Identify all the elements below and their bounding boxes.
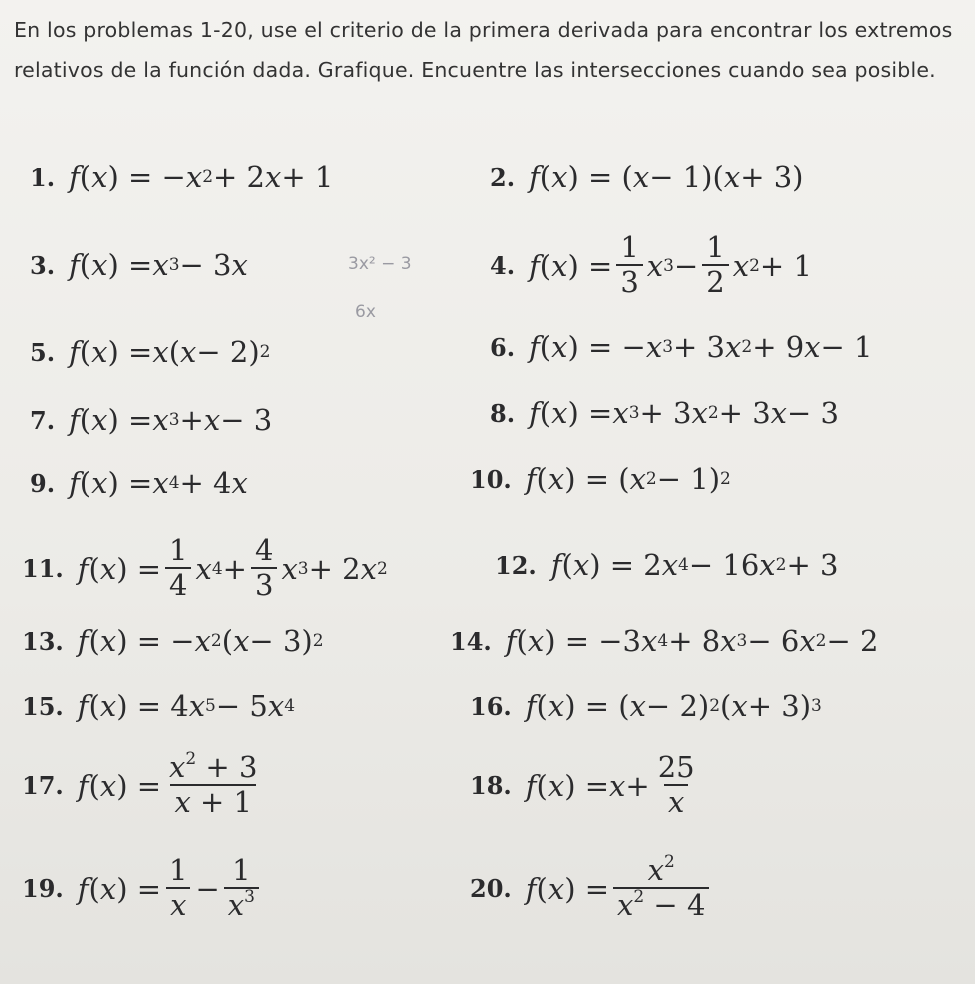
problem-11	[22, 535, 388, 602]
problem-equation: f ( x ) = $\frac{1}{3}$ x 3 − $\frac{1}{2}$ x 2 + 1	[529, 230, 812, 299]
problem-17	[22, 749, 265, 819]
problem-number: 18.	[470, 771, 512, 801]
handwritten-note: 6x	[355, 302, 376, 322]
problem-number: 20.	[470, 874, 512, 904]
problem-number: 13.	[22, 626, 64, 656]
problem-5	[30, 335, 271, 369]
problem-1	[30, 160, 333, 194]
problem-equation: f ( x ) = x 3 + 3 x 2 + 3 x − 3	[529, 396, 839, 430]
problem-equation: f ( x ) = $\frac{x^2}{x^2 - 4}$	[526, 855, 714, 922]
problem-18	[470, 752, 703, 819]
problem-equation: f ( x ) = x ( x − 2) 2	[69, 335, 271, 369]
problem-13	[22, 624, 324, 658]
problem-number: 8.	[490, 398, 516, 428]
problem-16	[470, 689, 822, 723]
problem-equation: f ( x ) = $\frac{x^2 + 3}{x + 1}$	[77, 749, 258, 819]
problem-equation: f ( x ) = − x 2 ( x − 3) 2	[77, 624, 324, 658]
problem-number: 15.	[22, 691, 64, 721]
problem-equation: f ( x ) = 2 x 4 − 16 x 2 + 3	[550, 548, 839, 582]
problem-equation: f ( x ) = 4 x 5 − 5 x 4	[77, 689, 296, 723]
problem-equation: f ( x ) = x 4 + 4 x	[69, 466, 248, 500]
problem-number: 17.	[22, 771, 64, 801]
problem-number: 5.	[30, 337, 56, 367]
problem-number: 1.	[30, 162, 56, 192]
problem-number: 14.	[450, 626, 492, 656]
problem-14	[450, 624, 878, 658]
problem-equation: f ( x ) = − x 3 + 3 x 2 + 9 x − 1	[529, 330, 873, 364]
problem-19	[22, 855, 263, 922]
problem-number: 7.	[30, 405, 56, 435]
problem-number: 12.	[495, 550, 537, 580]
problem-equation: f ( x ) = x + $\frac{25}{x}$	[525, 750, 695, 819]
problem-12	[495, 548, 838, 582]
problem-number: 3.	[30, 250, 56, 280]
problem-4	[490, 232, 812, 299]
problem-number: 4.	[490, 251, 516, 281]
problem-equation: f ( x ) = $\frac{1}{x}$ − $\frac{1}{x^3}$	[78, 855, 263, 922]
problem-number: 6.	[490, 332, 516, 362]
handwritten-note: 3x² − 3	[348, 254, 412, 274]
problem-equation: f ( x ) = ( x − 2) 2 ( x + 3) 3	[525, 689, 822, 723]
problem-8	[490, 396, 839, 430]
problem-equation: f ( x ) = x 3 + x − 3	[69, 403, 273, 437]
problem-10	[470, 462, 731, 496]
problem-equation: f ( x ) = ( x 2 − 1) 2	[525, 462, 731, 496]
problem-number: 11.	[22, 554, 64, 584]
problem-number: 19.	[22, 874, 64, 904]
problem-equation: f ( x ) = ( x − 1)( x + 3)	[529, 160, 804, 194]
problem-equation: f ( x ) = x 3 − 3 x	[69, 248, 248, 282]
problem-number: 2.	[490, 162, 516, 192]
problem-20	[470, 852, 713, 922]
problem-3	[30, 248, 248, 282]
problem-9	[30, 466, 248, 500]
problem-15	[22, 689, 295, 723]
problem-number: 10.	[470, 464, 512, 494]
instructions-text: En los problemas 1-20, use el criterio de la primera derivada para encontrar los extremos relativos de la función dada. Grafique. Encuentre las intersecciones cuando sea posible.	[14, 18, 953, 82]
problem-equation: f ( x ) = −3 x 4 + 8 x 3 − 6 x 2 − 2	[505, 624, 879, 658]
problem-equation: f ( x ) = $\frac{1}{4}$ x 4 + $\frac{4}{3}$ x 3 + 2 x 2	[77, 533, 388, 602]
problem-number: 16.	[470, 691, 512, 721]
problem-equation: f ( x ) = − x 2 + 2 x + 1	[69, 160, 334, 194]
problem-6	[490, 330, 872, 364]
problem-7	[30, 403, 272, 437]
problem-number: 9.	[30, 468, 56, 498]
problem-2	[490, 160, 803, 194]
